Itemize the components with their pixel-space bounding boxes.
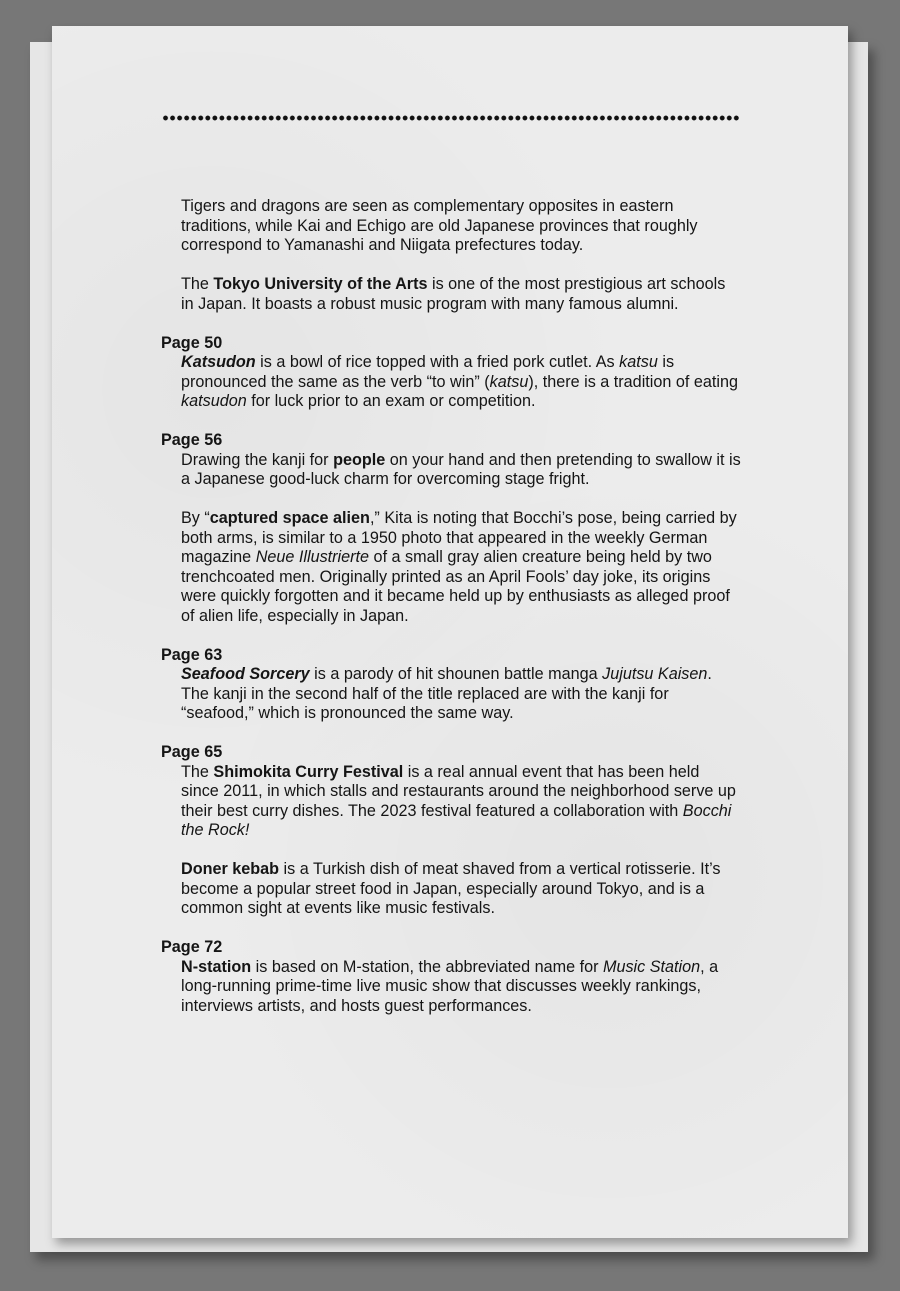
emphasized-term: N-station xyxy=(181,957,252,976)
emphasized-term: katsudon xyxy=(181,392,247,410)
page-heading: Page 65 xyxy=(161,743,223,761)
emphasized-term: Katsudon xyxy=(181,353,256,371)
note-section xyxy=(161,646,751,724)
notes-content xyxy=(161,197,751,1036)
text-run: is a parody of hit shounen battle manga xyxy=(309,665,603,683)
page-sheet xyxy=(52,26,848,1238)
note-paragraph xyxy=(181,958,741,1017)
note-paragraph xyxy=(181,451,741,490)
text-run: The xyxy=(181,275,214,293)
page-heading: Page 72 xyxy=(161,938,223,956)
text-run: is based on M-station, the abbreviated name for xyxy=(251,957,603,976)
note-paragraph xyxy=(181,509,741,626)
page-heading: Page 56 xyxy=(161,431,223,449)
note-paragraph xyxy=(181,197,741,256)
text-run: ), there is a tradition of eating xyxy=(528,372,738,391)
emphasized-term: Doner kebab xyxy=(181,860,280,878)
emphasized-term: Music Station xyxy=(602,957,701,976)
text-run: for luck prior to an exam or competition. xyxy=(246,392,536,410)
dotted-divider xyxy=(162,115,740,121)
text-run: on your hand and then pretending to swallow it is a Japanese good-luck charm for overcoming stage fright. xyxy=(181,450,741,488)
text-run: . The kanji in the second half of the title replaced are with the kanji for “seafood,” which is pronounced the same way. xyxy=(181,665,712,722)
emphasized-term: Shimokita Curry Festival xyxy=(213,762,404,781)
text-run: Drawing the kanji for xyxy=(181,450,334,469)
emphasized-term: Seafood Sorcery xyxy=(181,665,310,683)
note-paragraph xyxy=(181,763,741,841)
emphasized-term: katsu xyxy=(619,353,658,371)
text-run: , a long-running prime-time live music show that discusses weekly rankings, interviews artists, and hosts guest performances. xyxy=(181,957,719,1015)
emphasized-term: Neue Illustrierte xyxy=(255,548,370,566)
text-run: of a small gray alien creature being held by two trenchcoated men. Originally printed as an April Fools’ day joke, its origins were quickly forgotten and it became held up by enthusiasts as alleged proof of alien life, especially in Japan. xyxy=(181,548,730,625)
text-run: By “ xyxy=(181,509,210,527)
note-section xyxy=(161,743,751,919)
text-run: is a Turkish dish of meat shaved from a vertical rotisserie. It’s become a popular street food in Japan, especially around Tokyo, and is a common sight at events like music festivals. xyxy=(181,860,721,917)
text-run: is pronounced the same as the verb “to win” ( xyxy=(181,353,675,391)
emphasized-term: Tokyo University of the Arts xyxy=(213,275,428,293)
emphasized-term: people xyxy=(333,450,386,469)
note-section xyxy=(161,197,751,314)
text-run: ,” Kita is noting that Bocchi’s pose, being carried by both arms, is similar to a 1950 photo that appeared in the weekly German magazine xyxy=(181,509,737,566)
note-section xyxy=(161,334,751,412)
text-run: is a bowl of rice topped with a fried pork cutlet. As xyxy=(255,353,620,371)
text-run: The xyxy=(181,762,214,781)
text-run: Tigers and dragons are seen as complementary opposites in eastern traditions, while Kai and Echigo are old Japanese provinces that roughly correspond to Yamanashi and Niigata prefectures today. xyxy=(181,197,698,254)
page-heading: Page 50 xyxy=(161,333,223,352)
emphasized-term: captured space alien xyxy=(209,509,370,527)
text-run: is one of the most prestigious art schools in Japan. It boasts a robust music program with many famous alumni. xyxy=(181,275,726,313)
emphasized-term: katsu xyxy=(489,372,529,391)
emphasized-term: Bocchi the Rock! xyxy=(181,801,732,839)
note-section xyxy=(161,431,751,626)
note-paragraph xyxy=(181,665,741,724)
page-heading: Page 63 xyxy=(161,645,223,664)
note-paragraph xyxy=(181,275,741,314)
emphasized-term: Jujutsu Kaisen xyxy=(602,665,708,683)
note-section xyxy=(161,938,751,1016)
text-run: is a real annual event that has been held since 2011, in which stalls and restaurants around the neighborhood serve up their best curry dishes. The 2023 festival featured a collaboration with xyxy=(181,762,736,820)
note-paragraph xyxy=(181,860,741,919)
note-paragraph xyxy=(181,353,741,412)
